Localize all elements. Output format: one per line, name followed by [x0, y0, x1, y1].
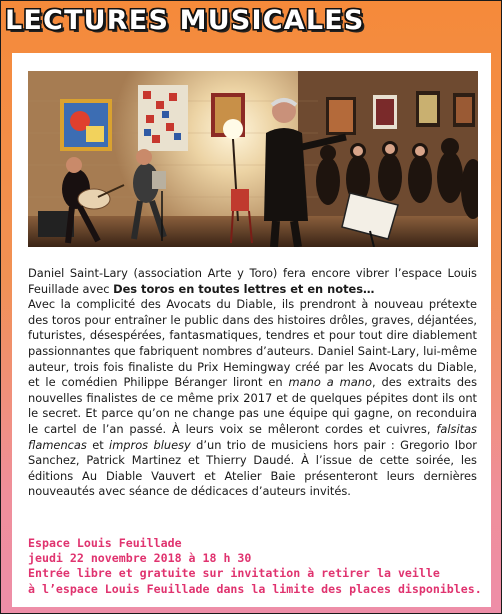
article-body: [28, 266, 477, 500]
content-panel: [12, 53, 491, 607]
description-italic-3: impros bluesy: [109, 437, 191, 452]
description-text-4: d’un trio de musiciens hors pair : Gregorio Ibor Sanchez, Patrick Martinez et Thierry Daudé. À l’issue de cette soirée, les éditions Au Diable Vauvert et Atelier Baie présenteront leurs dernières nouveautés avec séance de dédicaces d’auteurs invités.: [28, 437, 477, 499]
intro-paragraph: [28, 266, 477, 297]
description-italic-1: mano a mano: [288, 375, 372, 390]
event-info: [28, 536, 488, 597]
description-text-1: Avec la complicité des Avocats du Diable, ils prendront à nouveau prétexte des toros pour entraîner le public dans des histoires drôles, graves, déjantées, futuristes, désespérées, fantasmatiques, tendres et pour tout dire diablement passionnantes que fabriquent nombres d’auteurs. Daniel Saint-Lary, lui-même auteur, trois fois finaliste du Prix Hemingway créé par les Avocats du Diable, et le comédien Philippe Béranger liront en: [28, 297, 477, 390]
event-entry-line-1: Entrée libre et gratuite sur invitation à retirer la veille: [28, 566, 440, 581]
description-text-2: , des extraits des nouvelles finalistes de ce même prix 2017 et de quelques pépites dont ils ont le secret. Et parce qu’on ne change pas une équipe qui gagne, on reconduira le cartel de l’an passé. À leurs voix se mêleront cordes et cuivres,: [28, 375, 477, 436]
intro-text: Daniel Saint-Lary (association Arte y Toro) fera encore vibrer l’espace Louis Feuillade avec: [28, 266, 477, 296]
description-text-3: et: [86, 437, 110, 452]
description-paragraph: [28, 297, 477, 500]
concert-reading-photo-icon: [28, 71, 478, 247]
event-date: jeudi 22 novembre 2018 à 18 h 30: [28, 551, 252, 566]
description-italic-2: falsitas flamencas: [28, 421, 477, 452]
event-venue: Espace Louis Feuillade: [28, 536, 182, 550]
page-title: LECTURES MUSICALES: [5, 5, 365, 36]
show-title: Des toros en toutes lettres et en notes…: [113, 281, 375, 296]
event-entry-line-2: à l’espace Louis Feuillade dans la limite des places disponibles.: [28, 581, 482, 596]
